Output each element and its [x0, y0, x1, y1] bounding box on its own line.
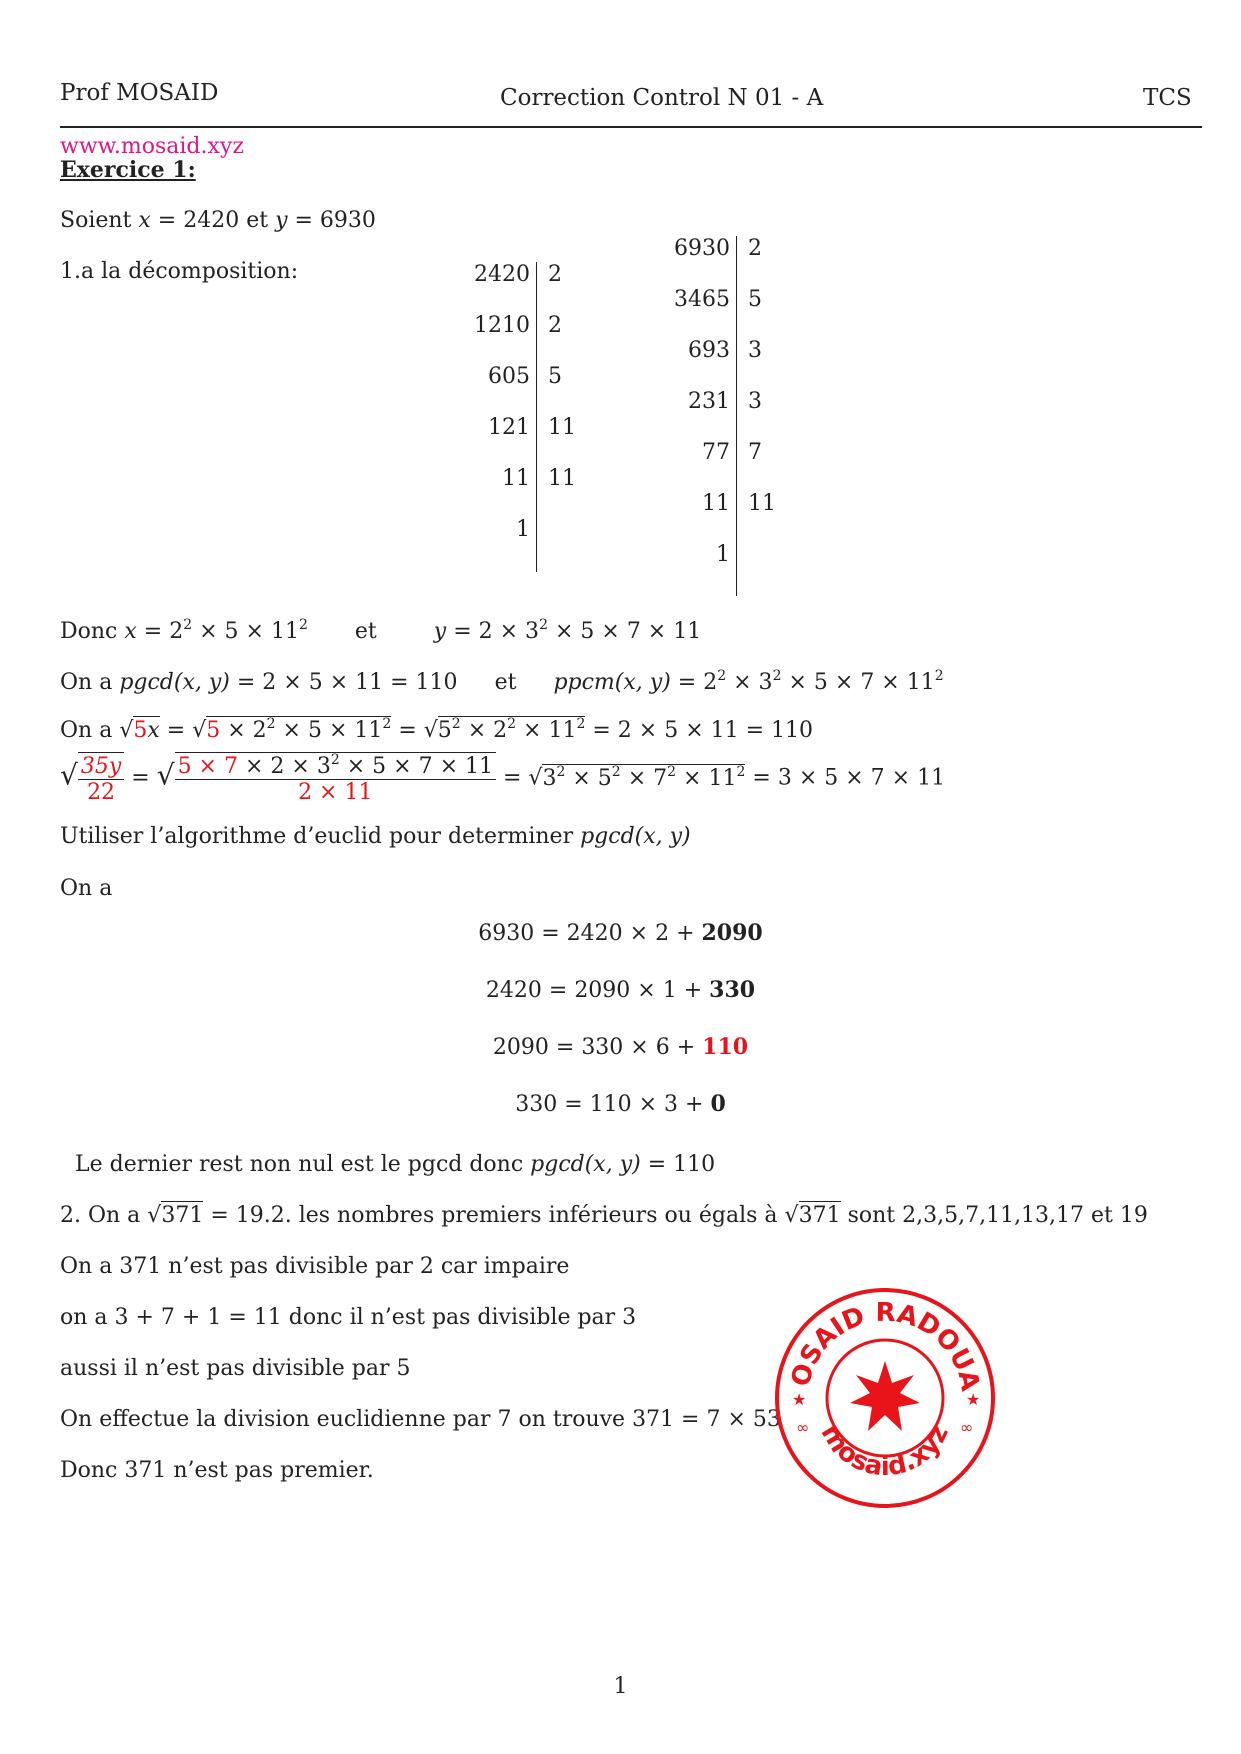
website-link[interactable]: www.mosaid.xyz [60, 134, 244, 159]
euclid-step [0, 1091, 1241, 1117]
intro-line: Soient x = 2420 et y = 6930 [60, 208, 376, 233]
stamp-infinity-left-icon: ∞ [796, 1418, 810, 1437]
question-2-line: 2. On a √371 = 19.2. les nombres premiers inférieurs ou égals à √371 sont 2,3,5,7,11,13,17 et 19 [60, 1203, 1148, 1228]
page-number: 1 [613, 1674, 628, 1699]
ladder-factor: 11 [548, 466, 576, 491]
text-line-5: Donc 371 n’est pas premier. [60, 1458, 374, 1483]
text-line-4: On effectue la division euclidienne par 7 on trouve 371 = 7 × 53 [60, 1407, 781, 1432]
header-center: Correction Control N 01 - A [500, 85, 824, 111]
euclid-step-remainder: 2090 [701, 920, 763, 946]
ladder-number: 1210 [474, 313, 530, 338]
ladder-number: 121 [488, 415, 530, 440]
stamp-star-right-icon: ★ [966, 1390, 981, 1409]
stamp-top-text: OSAID RADOUA [785, 1297, 985, 1394]
ladder-number: 2420 [474, 262, 530, 287]
ladder-factor: 2 [548, 313, 562, 338]
star-icon [850, 1361, 920, 1431]
stamp-seal [770, 1283, 1000, 1519]
euclid-step-remainder: 110 [702, 1034, 749, 1060]
fraction-sqrt-line: √ $\frac{35y}{22}$ = √ $\frac{5 \times 7 \times 2 \times 3^2 \times 5 \times 7 \times 11}{2 \times 11}$ = $√3^2 \times 5^2 \times 7^2 \times 11^2 = 3 \times 5 \times 7 \times 11$ [60, 752, 946, 805]
stamp-star-left-icon: ★ [792, 1390, 807, 1409]
stamp-bottom-text: mosaid.xyz [814, 1419, 955, 1483]
ladder-factor: 11 [748, 491, 776, 516]
ladder-number: 3465 [674, 287, 730, 312]
euclid-step-remainder: 330 [709, 977, 756, 1003]
text-line-3: aussi il n’est pas divisible par 5 [60, 1356, 411, 1381]
on-a-label: On a [60, 876, 113, 901]
ladder-number: 231 [688, 389, 730, 414]
exercise-title: Exercice 1: [60, 157, 196, 183]
text-line-1: On a 371 n’est pas divisible par 2 car impaire [60, 1254, 570, 1279]
euclid-step [0, 1034, 1241, 1060]
donc-line: Donc $x = 2^2 \times 5 \times 11^2$ et $y = 2 \times 3^2 \times 5 \times 7 \times 11$ [60, 617, 702, 644]
euclid-step-remainder: 0 [710, 1091, 726, 1117]
ladder-number: 1 [716, 542, 730, 567]
euclid-step-equation: 2090 = 330 × 6 + [492, 1035, 703, 1060]
ladder-number: 11 [502, 466, 530, 491]
stamp-infinity-right-icon: ∞ [960, 1418, 974, 1437]
sqrt-line: On a $√5x = √5 \times 2^2 \times 5 \times 11^2 = √5^2 \times 2^2 \times 11^2 = 2 \times 5 \times 11 = 110$ [60, 716, 814, 743]
svg-text:mosaid.xyz [815, 1419, 955, 1482]
ladder-number: 6930 [674, 236, 730, 261]
ladder-factor: 3 [748, 338, 762, 363]
ladder-factor: 7 [748, 440, 762, 465]
euclid-step-equation: 2420 = 2090 × 1 + [485, 978, 710, 1003]
header-left: Prof MOSAID [60, 80, 219, 106]
header-rule [60, 126, 1202, 128]
decomposition-label: 1.a la décomposition: [60, 259, 299, 284]
ladder-number: 605 [488, 364, 530, 389]
euclid-intro: Utiliser l’algorithme d’euclid pour determiner pgcd(x, y) [60, 824, 691, 849]
ladder-factor: 2 [748, 236, 762, 261]
ladder-number: 77 [702, 440, 730, 465]
euclid-step [0, 977, 1241, 1003]
conclusion-line: Le dernier rest non nul est le pgcd donc pgcd(x, y) = 110 [75, 1152, 716, 1177]
ladder-factor: 11 [548, 415, 576, 440]
euclid-step-equation: 330 = 110 × 3 + [515, 1092, 711, 1117]
ladder-factor: 5 [748, 287, 762, 312]
ladder-number: 693 [688, 338, 730, 363]
header-right: TCS [1143, 85, 1192, 111]
euclid-step-equation: 6930 = 2420 × 2 + [478, 921, 702, 946]
ladder-factor: 5 [548, 364, 562, 389]
ladder-factor: 3 [748, 389, 762, 414]
euclid-step [0, 920, 1241, 946]
ladder-number: 1 [516, 517, 530, 542]
svg-text:MOSAID RADOUAN [770, 1283, 985, 1393]
pgcd-ppcm-line: On a pgcd(x, y) = 2 × 5 × 11 = 110 et ppcm(x, $y) = 2^2 \times 3^2 \times 5 \times 7 \times 11^2$ [60, 668, 944, 695]
ladder-factor: 2 [548, 262, 562, 287]
ladder-number: 11 [702, 491, 730, 516]
text-line-2: on a 3 + 7 + 1 = 11 donc il n’est pas divisible par 3 [60, 1305, 637, 1330]
